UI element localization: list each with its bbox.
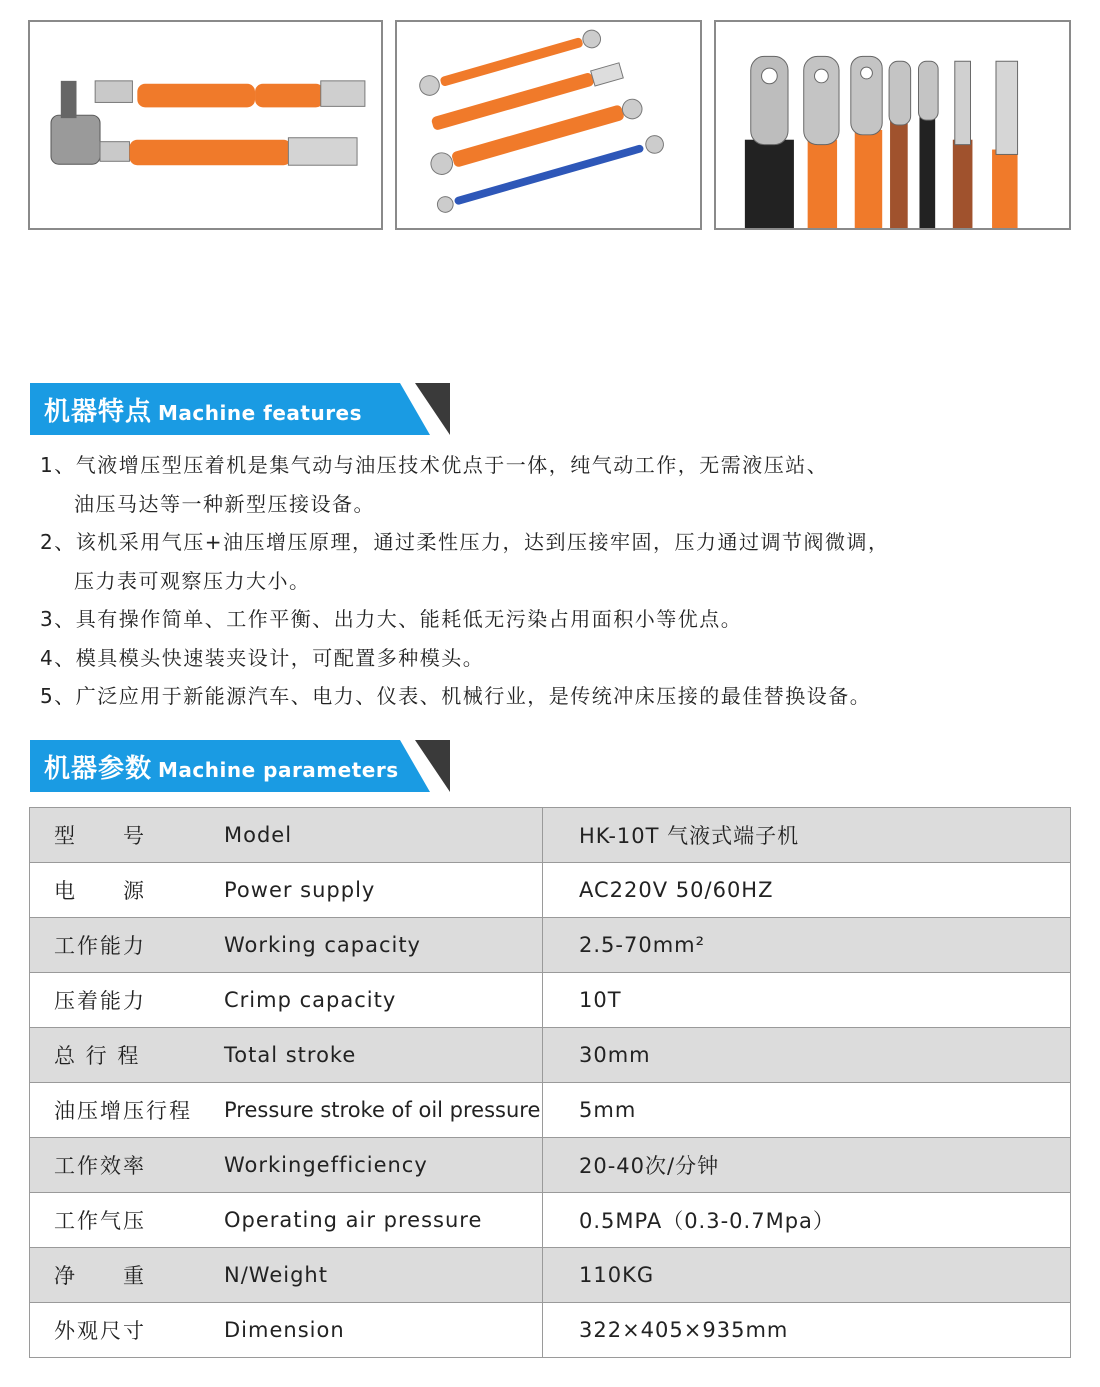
feature-line: 3、具有操作简单、工作平衡、出力大、能耗低无污染占用面积小等优点。 — [40, 607, 743, 631]
param-name-zh: 型 号 — [30, 808, 225, 863]
param-name-en: Power supply — [224, 863, 543, 918]
param-name-en: N/Weight — [224, 1248, 543, 1303]
feature-line: 1、气液增压型压着机是集气动与油压技术优点于一体，纯气动工作，无需液压站、 — [40, 453, 829, 477]
param-value: HK-10T 气液式端子机 — [543, 808, 1071, 863]
param-value: 30mm — [543, 1028, 1071, 1083]
table-row — [30, 1248, 1071, 1303]
features-title — [44, 391, 362, 428]
param-value: 2.5-70mm² — [543, 918, 1071, 973]
feature-line-continued: 压力表可观察压力大小。 — [74, 568, 311, 593]
param-name-en: Crimp capacity — [224, 973, 543, 1028]
param-name-zh: 工作气压 — [30, 1193, 225, 1248]
product-photo-cable-assemblies — [395, 20, 702, 230]
param-name-en: Workingefficiency — [224, 1138, 543, 1193]
param-value: AC220V 50/60HZ — [543, 863, 1071, 918]
param-name-zh: 工作效率 — [30, 1138, 225, 1193]
feature-item — [40, 639, 1070, 678]
param-name-en: Total stroke — [224, 1028, 543, 1083]
param-name-en: Model — [224, 808, 543, 863]
table-row — [30, 1028, 1071, 1083]
feature-line: 5、广泛应用于新能源汽车、电力、仪表、机械行业，是传统冲床压接的最佳替换设备。 — [40, 684, 872, 708]
param-name-en: Dimension — [224, 1303, 543, 1358]
feature-item — [40, 600, 1070, 639]
params-title-en: Machine parameters — [158, 758, 399, 782]
param-name-zh: 净 重 — [30, 1248, 225, 1303]
table-row — [30, 808, 1071, 863]
param-value: 10T — [543, 973, 1071, 1028]
params-title — [44, 748, 399, 785]
param-name-en: Operating air pressure — [224, 1193, 543, 1248]
feature-line-continued: 油压马达等一种新型压接设备。 — [74, 491, 375, 516]
param-name-en: Pressure stroke of oil pressure — [224, 1083, 543, 1138]
table-row — [30, 973, 1071, 1028]
params-section-header — [30, 740, 450, 792]
product-photo-terminal-lugs — [714, 20, 1071, 230]
table-row — [30, 1193, 1071, 1248]
terminal-lugs-illustration — [716, 22, 1069, 228]
param-value: 0.5MPA（0.3-0.7Mpa） — [543, 1193, 1071, 1248]
param-name-zh: 工作能力 — [30, 918, 225, 973]
product-photo-crimp-tool — [28, 20, 383, 230]
param-value: 322×405×935mm — [543, 1303, 1071, 1358]
features-title-zh: 机器特点 — [44, 397, 153, 427]
features-section-header — [30, 383, 450, 435]
feature-item — [40, 446, 1070, 523]
table-row — [30, 1083, 1071, 1138]
table-row — [30, 863, 1071, 918]
param-name-zh: 总 行 程 — [30, 1028, 225, 1083]
params-table — [29, 807, 1071, 1358]
param-value: 20-40次/分钟 — [543, 1138, 1071, 1193]
feature-line: 4、模具模头快速装夹设计，可配置多种模头。 — [40, 645, 485, 670]
crimped-cable-illustration — [30, 22, 381, 228]
param-name-zh: 压着能力 — [30, 973, 225, 1028]
param-value: 110KG — [543, 1248, 1071, 1303]
param-name-zh: 外观尺寸 — [30, 1303, 225, 1358]
table-row — [30, 918, 1071, 973]
table-row — [30, 1303, 1071, 1358]
cable-assemblies-illustration — [397, 22, 700, 228]
features-title-en: Machine features — [158, 401, 363, 425]
params-title-zh: 机器参数 — [44, 754, 153, 784]
param-name-zh: 油压增压行程 — [30, 1083, 225, 1138]
feature-line: 2、该机采用气压+油压增压原理，通过柔性压力，达到压接牢固，压力通过调节阀微调， — [40, 530, 890, 554]
feature-item — [40, 677, 1070, 716]
feature-item — [40, 523, 1070, 600]
param-name-en: Working capacity — [224, 918, 543, 973]
param-name-zh: 电 源 — [30, 863, 225, 918]
features-list — [40, 446, 1070, 716]
param-value: 5mm — [543, 1083, 1071, 1138]
table-row — [30, 1138, 1071, 1193]
